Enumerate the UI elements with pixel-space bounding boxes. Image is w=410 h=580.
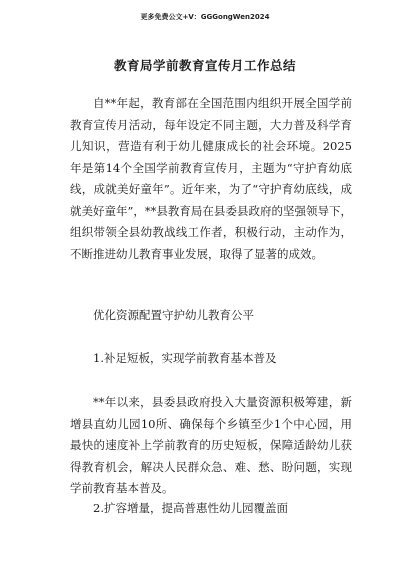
intro-paragraph: 自**年起，教育部在全国范围内组织开展全国学前教育宣传月活动，每年设定不同主题，大力普及科学育儿知识，营造有利于幼儿健康成长的社会环境。2025年是第14个全国学前教育宣传月，主题为“守护育幼底线，成就美好童年”。近年来，为了“守护育幼底线，成就美好童年”，**县教育局在县委县政府的坚强领导下，组织带领全县幼教战线工作者，积极行动，主动作为，不断推进幼儿教育事业发展，取得了显著的成效。: [70, 96, 352, 261]
body-paragraph: **年以来，县委县政府投入大量资源积极筹建，新增县直幼儿园10所、确保每个乡镇至少1个中心园，用最快的速度补上学前教育的历史短板，保障适龄幼儿获得教育机会，解决人民群众急、难、愁、盼问题，实现学前教育基本普及。: [70, 395, 352, 495]
document-title: 教育局学前教育宣传月工作总结: [113, 58, 296, 73]
header-note: 更多免费公文+V：GGGongWen2024: [140, 13, 270, 21]
section-heading: 优化资源配置守护幼儿教育公平: [93, 308, 254, 322]
subheading-2: 2.扩容增量，提高普惠性幼儿园覆盖面: [93, 501, 288, 515]
subheading-1: 1.补足短板，实现学前教育基本普及: [93, 351, 277, 365]
